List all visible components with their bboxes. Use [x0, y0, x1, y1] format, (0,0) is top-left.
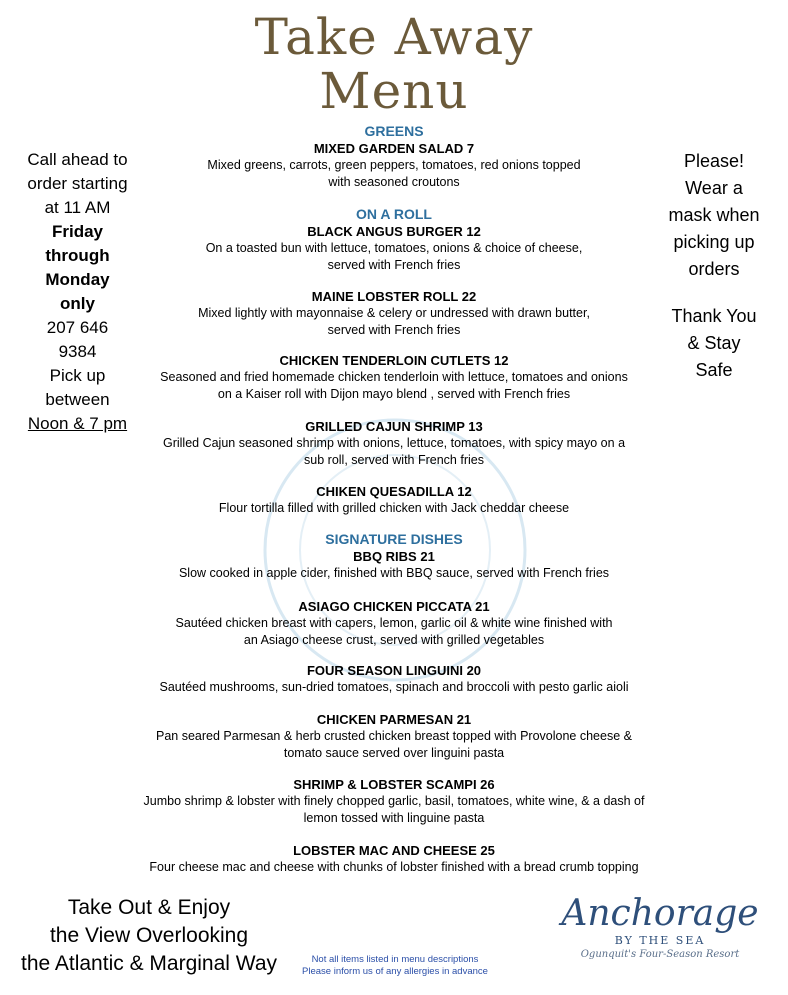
menu-item-name: LOBSTER MAC AND CHEESE 25 — [293, 843, 495, 858]
left-call-ahead-note — [10, 148, 145, 436]
menu-item-name: BBQ RIBS 21 — [353, 549, 435, 564]
note-line: Friday — [51, 222, 104, 241]
menu-item-name: CHICKEN TENDERLOIN CUTLETS 12 — [279, 353, 509, 368]
logo-by-the-sea: BY THE SEA — [614, 934, 706, 947]
menu-item-desc: tomato sauce served over linguini pasta — [283, 746, 505, 760]
menu-item-desc: Pan seared Parmesan & herb crusted chicken breast topped with Provolone cheese & — [156, 729, 632, 743]
menu-item-desc: Slow cooked in apple cider, finished with BBQ sauce, served with French fries — [178, 566, 610, 580]
menu-item-desc: served with French fries — [327, 323, 461, 337]
menu-item-desc: Grilled Cajun seasoned shrimp with onions, lettuce, tomatoes, with spicy mayo on a — [162, 436, 626, 450]
menu-item-desc: Jumbo shrimp & lobster with finely chopped garlic, basil, tomatoes, white wine, & a dash of — [143, 794, 645, 808]
anchorage-logo — [545, 894, 775, 962]
disclaimer-line: Not all items listed in menu descriptions — [311, 954, 479, 965]
view-tagline — [10, 894, 288, 978]
menu-item-desc: Four cheese mac and cheese with chunks of lobster finished with a bread crumb topping — [149, 860, 639, 874]
tagline-line: Take Out & Enjoy — [67, 896, 231, 919]
menu-item — [140, 662, 648, 696]
menu-item — [140, 352, 648, 403]
menu-item-desc: Seasoned and fried homemade chicken tenderloin with lettuce, tomatoes and onions — [160, 370, 628, 384]
menu-item-desc: Mixed lightly with mayonnaise & celery or undressed with drawn butter, — [198, 306, 590, 320]
menu-item-name: CHICKEN PARMESAN 21 — [316, 712, 472, 727]
menu-item — [140, 598, 648, 649]
menu-item-desc: lemon tossed with linguine pasta — [303, 811, 485, 825]
logo-tagline: Ogunquit's Four-Season Resort — [580, 949, 740, 960]
menu-item-name: FOUR SEASON LINGUINI 20 — [306, 663, 482, 678]
note-line: & Stay — [687, 333, 741, 353]
menu-title-line2: Menu — [319, 62, 469, 120]
pickup-hours: Noon & 7 pm — [27, 414, 128, 433]
menu-item-desc: On a toasted bun with lettuce, tomatoes, onions & choice of cheese, — [205, 241, 583, 255]
tagline-line: the Atlantic & Marginal Way — [21, 952, 277, 975]
note-line: at 11 AM — [44, 198, 111, 217]
menu-item-name: ASIAGO CHICKEN PICCATA 21 — [298, 599, 490, 614]
tagline-line: the View Overlooking — [49, 924, 249, 947]
section-on-a-roll — [140, 206, 648, 274]
allergy-disclaimer — [270, 954, 520, 978]
phone-number: 9384 — [58, 342, 97, 361]
menu-item-desc: Flour tortilla filled with grilled chicken with Jack cheddar cheese — [218, 501, 570, 515]
menu-item-desc: Sautéed chicken breast with capers, lemon, garlic oil & white wine finished with — [175, 616, 613, 630]
section-heading: GREENS — [364, 123, 424, 139]
right-mask-note — [650, 148, 778, 384]
note-line: mask when — [668, 205, 760, 225]
menu-item-name: CHIKEN QUESADILLA 12 — [316, 484, 472, 499]
menu-item-desc: sub roll, served with French fries — [304, 453, 484, 467]
phone-number: 207 646 — [46, 318, 109, 337]
menu-item-name: MIXED GARDEN SALAD 7 — [313, 141, 475, 156]
menu-item-name: GRILLED CAJUN SHRIMP 13 — [305, 419, 483, 434]
menu-item — [140, 483, 648, 517]
note-line: through — [45, 246, 110, 265]
section-signature-dishes — [140, 531, 648, 582]
menu-item — [140, 288, 648, 339]
menu-item-name: BLACK ANGUS BURGER 12 — [307, 224, 481, 239]
menu-item-desc: with seasoned croutons — [328, 175, 460, 189]
note-line: order starting — [27, 174, 128, 193]
menu-item-name: MAINE LOBSTER ROLL 22 — [311, 289, 477, 304]
note-line: Monday — [45, 270, 110, 289]
note-line: picking up — [673, 232, 755, 252]
menu-item-name: SHRIMP & LOBSTER SCAMPI 26 — [293, 777, 495, 792]
menu-item — [140, 418, 648, 469]
menu-item-desc: on a Kaiser roll with Dijon mayo blend , served with French fries — [217, 387, 571, 401]
note-line: Please! — [683, 151, 745, 171]
note-line: Safe — [695, 360, 733, 380]
menu-item-desc: an Asiago cheese crust, served with grilled vegetables — [243, 633, 545, 647]
menu-title-line1: Take Away — [254, 8, 534, 66]
note-line: Wear a — [685, 178, 743, 198]
menu-item — [140, 711, 648, 762]
note-line: Pick up — [49, 366, 106, 385]
note-line: Call ahead to — [27, 150, 128, 169]
menu-item-desc: Sautéed mushrooms, sun-dried tomatoes, spinach and broccoli with pesto garlic aioli — [159, 680, 629, 694]
section-heading: ON A ROLL — [356, 206, 432, 222]
note-line: orders — [688, 259, 740, 279]
note-line: Thank You — [671, 306, 757, 326]
menu-item — [140, 776, 648, 827]
menu-item-desc: served with French fries — [327, 258, 461, 272]
menu-item — [140, 842, 648, 876]
note-line: between — [45, 390, 110, 409]
logo-wordmark: Anchorage — [561, 893, 759, 934]
note-line: only — [60, 294, 95, 313]
menu-item-desc: Mixed greens, carrots, green peppers, tomatoes, red onions topped — [207, 158, 581, 172]
disclaimer-line: Please inform us of any allergies in advance — [302, 966, 488, 977]
section-heading: SIGNATURE DISHES — [325, 531, 463, 547]
section-greens — [140, 123, 648, 191]
